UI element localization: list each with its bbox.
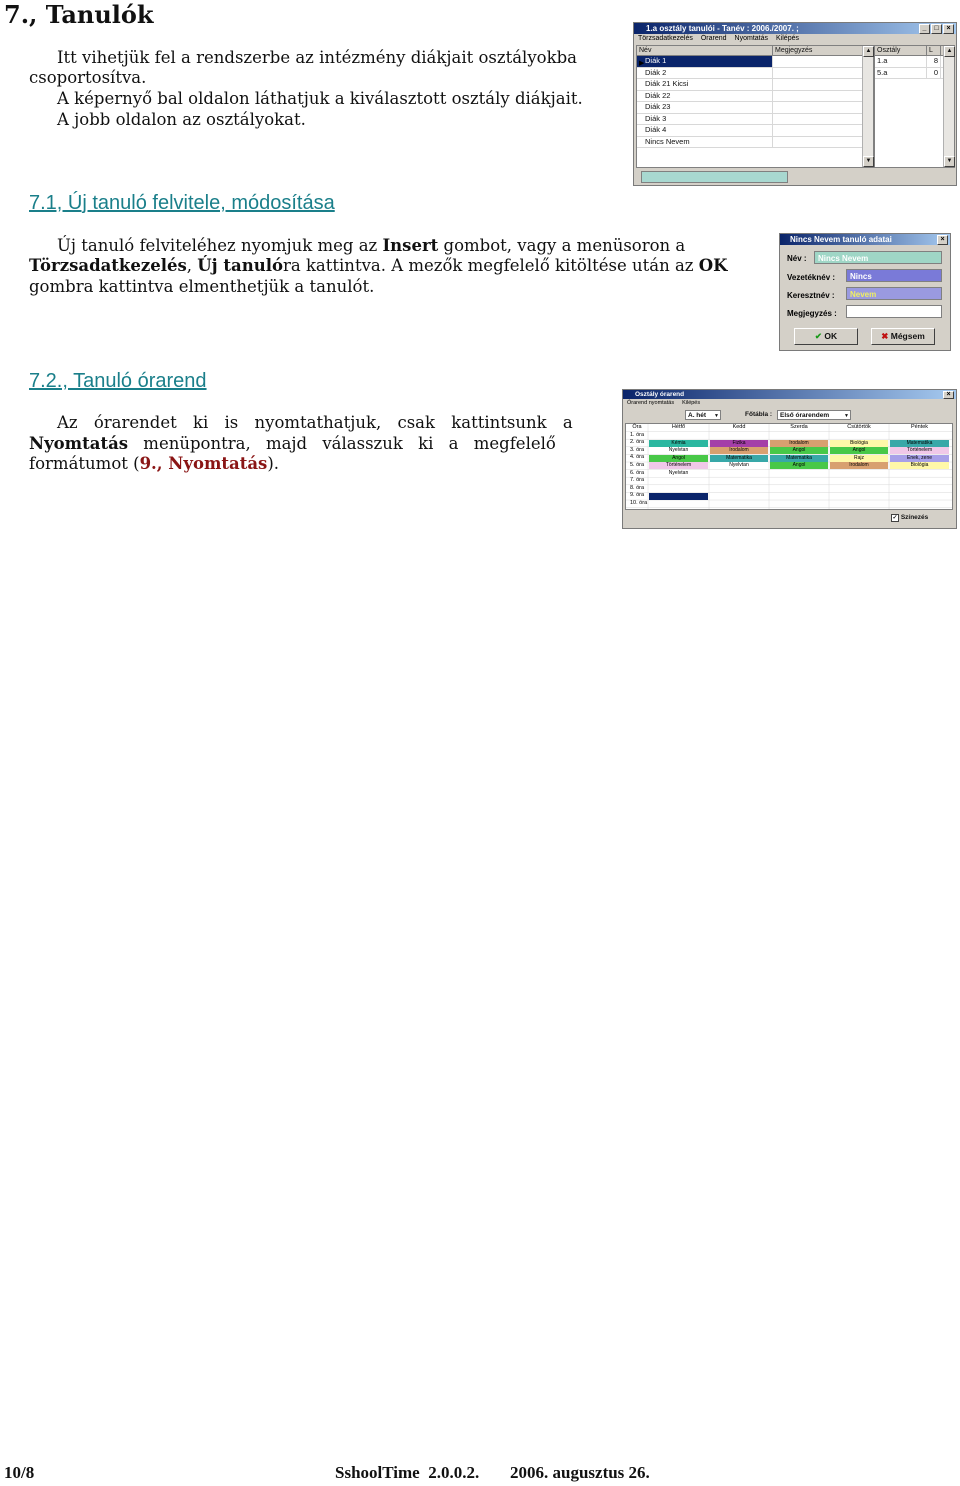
- lesson-cell[interactable]: [649, 500, 708, 507]
- text: menüpontra, majd válasszuk ki a megfelelő: [128, 434, 556, 453]
- lesson-cell[interactable]: Matematika: [710, 455, 768, 462]
- hour-label: 8. óra: [630, 484, 645, 491]
- lesson-cell[interactable]: Angol: [770, 447, 828, 454]
- lesson-cell[interactable]: [710, 432, 768, 439]
- lesson-cell[interactable]: [710, 485, 768, 492]
- hour-label: 1. óra: [630, 431, 645, 438]
- note-label: Megjegyzés :: [787, 309, 837, 318]
- lesson-cell[interactable]: [890, 485, 949, 492]
- column-header-class[interactable]: Osztály: [875, 46, 927, 55]
- table-row[interactable]: [637, 125, 873, 137]
- close-icon[interactable]: ×: [943, 391, 954, 399]
- student-dialog: [779, 233, 951, 351]
- menu-item[interactable]: Órarend: [700, 35, 727, 42]
- hour-label: 9. óra: [630, 492, 645, 499]
- lesson-cell[interactable]: Nyelvtan: [649, 447, 708, 454]
- class-count: 0: [927, 68, 941, 79]
- column-header-name[interactable]: Név: [637, 46, 773, 55]
- footer-date: 2006. augusztus 26.: [510, 1463, 650, 1482]
- grid-header: [637, 46, 873, 56]
- lesson-cell[interactable]: Biológia: [890, 462, 949, 469]
- lesson-cell[interactable]: [890, 500, 949, 507]
- section-7-1-line-3: gombra kattintva elmenthetjük a tanulót.: [29, 277, 375, 296]
- lesson-cell[interactable]: [649, 478, 708, 485]
- section-7-2-title: 7.2., Tanuló órarend: [29, 370, 207, 392]
- timetable-menubar: [623, 399, 956, 407]
- text: ).: [267, 454, 280, 473]
- cancel-button[interactable]: [871, 328, 935, 345]
- student-name: Diák 2: [637, 68, 773, 79]
- lesson-cell[interactable]: Történelem: [649, 462, 708, 469]
- cross-icon: ✖: [881, 331, 889, 341]
- lesson-cell[interactable]: Fizika: [710, 440, 768, 447]
- table-row[interactable]: [637, 79, 873, 91]
- section-7-1-line-2: [29, 256, 727, 277]
- board-label: Főtábla :: [745, 411, 773, 418]
- hour-label: 3. óra: [630, 446, 645, 453]
- lesson-cell[interactable]: Ének, zene: [890, 455, 949, 462]
- print-keyword: Nyomtatás: [29, 434, 129, 453]
- color-checkbox-label: Színezés: [900, 514, 929, 521]
- student-note: [773, 68, 863, 79]
- lesson-cell[interactable]: [830, 432, 888, 439]
- cancel-label: Mégsem: [890, 331, 925, 341]
- text: gombot, vagy a menüsoron a: [438, 236, 686, 255]
- table-row[interactable]: [637, 56, 873, 68]
- students-grid: [636, 45, 874, 168]
- lesson-cell[interactable]: Nyelvtan: [710, 462, 768, 469]
- student-note: [773, 137, 863, 148]
- students-scrollbar[interactable]: [862, 46, 873, 167]
- lesson-cell[interactable]: [770, 432, 828, 439]
- last-name-label: Vezetéknév :: [787, 273, 836, 282]
- window-controls: [937, 235, 948, 245]
- section-7-2-line-3: [29, 454, 279, 475]
- board-select[interactable]: [777, 410, 851, 420]
- day-header: Péntek: [910, 424, 929, 430]
- week-value: A. hét: [688, 412, 707, 419]
- lesson-cell[interactable]: [649, 493, 708, 500]
- close-icon[interactable]: ×: [937, 235, 948, 245]
- intro-line-2: csoportosítva.: [29, 68, 147, 87]
- intro-line-4: A jobb oldalon az osztályokat.: [57, 110, 306, 129]
- hour-label: 2. óra: [630, 439, 645, 446]
- lesson-cell[interactable]: [890, 432, 949, 439]
- lesson-cell[interactable]: [770, 500, 828, 507]
- day-header: Csütörtök: [847, 424, 871, 430]
- lesson-cell[interactable]: [890, 493, 949, 500]
- lesson-cell[interactable]: [830, 470, 888, 477]
- scroll-up-icon[interactable]: ▲: [863, 46, 874, 57]
- footer-page-number: 10/8: [4, 1463, 35, 1482]
- student-name: Diák 1: [637, 56, 773, 67]
- lesson-cell[interactable]: Irodalom: [830, 462, 888, 469]
- column-header-count[interactable]: L: [927, 46, 941, 55]
- lesson-cell[interactable]: Biológia: [830, 440, 888, 447]
- check-icon: ✔: [814, 331, 822, 341]
- lesson-cell[interactable]: Angol: [830, 447, 888, 454]
- week-select[interactable]: [685, 410, 721, 420]
- lesson-cell[interactable]: [649, 485, 708, 492]
- section-7-2-line-2: [29, 434, 556, 455]
- section-7-2-line-1: Az órarendet ki is nyomtathatjuk, csak kattintsunk a: [57, 413, 573, 432]
- column-header-note[interactable]: Megjegyzés: [773, 46, 863, 55]
- page-heading: 7., Tanulók: [4, 0, 154, 29]
- lesson-cell[interactable]: [710, 500, 768, 507]
- intro-line-3: A képernyő bal oldalon láthatjuk a kiválasztott osztály diákjait.: [57, 89, 583, 108]
- student-name: Diák 21 Kicsi: [637, 79, 773, 90]
- table-row[interactable]: [637, 68, 873, 80]
- text: ,: [186, 256, 198, 275]
- student-note: [773, 91, 863, 102]
- menu-item[interactable]: Órarend nyomtatás: [627, 400, 675, 406]
- timetable-window: [622, 389, 957, 529]
- lesson-cell[interactable]: [710, 470, 768, 477]
- first-name-label: Keresztnév :: [787, 291, 835, 300]
- day-header: Szerda: [790, 424, 808, 430]
- student-name: Diák 22: [637, 91, 773, 102]
- window-controls: [919, 24, 954, 34]
- lesson-cell[interactable]: Kémia: [649, 440, 708, 447]
- menu-item[interactable]: Törzsadatkezelés: [638, 35, 693, 42]
- note-field[interactable]: [846, 305, 942, 318]
- ok-keyword: OK: [698, 256, 728, 275]
- cross-reference-link[interactable]: 9., Nyomtatás: [139, 454, 268, 473]
- text: formátumot (: [29, 454, 140, 473]
- hour-label: 4. óra: [630, 454, 645, 461]
- section-7-1-title: 7.1, Új tanuló felvitele, módosítása: [29, 192, 335, 214]
- section-7-1-line-1: [57, 236, 762, 257]
- menu-item[interactable]: Nyomtatás: [734, 35, 769, 42]
- menubar: [634, 34, 956, 44]
- status-panel: [641, 171, 788, 183]
- timetable-titlebar: [623, 390, 956, 399]
- day-header: Kedd: [732, 424, 746, 430]
- hour-label: 5. óra: [630, 462, 645, 468]
- lesson-cell[interactable]: [830, 478, 888, 485]
- lesson-cell[interactable]: [830, 485, 888, 492]
- name-label: Név :: [787, 254, 807, 263]
- class-name: 1.a: [875, 56, 927, 67]
- text: Új tanuló felviteléhez nyomjuk meg az: [57, 236, 383, 255]
- day-header: Óra: [632, 424, 642, 430]
- intro-line-1: Itt vihetjük fel a rendszerbe az intézmény diákjait osztályokba: [57, 48, 577, 67]
- footer-product: SshoolTime 2.0.0.2.: [335, 1463, 480, 1482]
- lesson-cell[interactable]: Történelem: [890, 447, 949, 454]
- window-title: 1.a osztály tanulói - Tanév : 2006./2007. ;: [646, 24, 799, 33]
- checkbox-icon: ✓: [892, 515, 898, 521]
- student-name: Diák 4: [637, 125, 773, 136]
- day-header: Hétfő: [671, 424, 686, 430]
- student-note: [773, 114, 863, 125]
- last-name-field[interactable]: Nincs: [846, 269, 942, 282]
- scroll-down-icon[interactable]: ▼: [863, 156, 874, 167]
- student-note: [773, 125, 863, 136]
- classes-scrollbar[interactable]: [943, 46, 954, 167]
- timetable-grid: [625, 423, 953, 510]
- table-row[interactable]: [637, 114, 873, 126]
- ok-label: OK: [824, 331, 838, 341]
- chevron-down-icon: ▼: [844, 413, 849, 419]
- window-titlebar: [634, 23, 956, 34]
- hour-label: 10. óra: [630, 500, 648, 506]
- minimize-icon[interactable]: _: [919, 24, 930, 34]
- lesson-cell[interactable]: [830, 493, 888, 500]
- student-name: Diák 23: [637, 102, 773, 113]
- board-value: Első órarendem: [780, 412, 830, 419]
- lesson-cell[interactable]: [649, 432, 708, 439]
- table-row[interactable]: [637, 91, 873, 103]
- lesson-cell[interactable]: [710, 493, 768, 500]
- student-name: Diák 3: [637, 114, 773, 125]
- lesson-cell[interactable]: Matematika: [890, 440, 949, 447]
- class-name: 5.a: [875, 68, 927, 79]
- window-controls: [943, 391, 954, 399]
- scroll-up-icon[interactable]: ▲: [944, 46, 955, 57]
- lesson-cell[interactable]: Irodalom: [770, 440, 828, 447]
- table-row[interactable]: [637, 102, 873, 114]
- status-bar: [634, 168, 956, 185]
- text: ra kattintva. A mezők megfelelő kitöltése után az: [282, 256, 699, 275]
- insert-keyword: Insert: [382, 236, 439, 255]
- lesson-cell[interactable]: Angol: [649, 455, 708, 462]
- class-count: 8: [927, 56, 941, 67]
- dialog-titlebar: [780, 234, 950, 245]
- lesson-cell[interactable]: [770, 493, 828, 500]
- lesson-cell[interactable]: [770, 485, 828, 492]
- chevron-down-icon: ▼: [714, 413, 719, 419]
- lesson-cell[interactable]: [770, 470, 828, 477]
- lesson-cell[interactable]: [710, 478, 768, 485]
- classes-grid: [874, 45, 955, 168]
- student-note: [773, 79, 863, 90]
- name-field[interactable]: Nincs Nevem: [814, 251, 942, 264]
- lesson-cell[interactable]: Matematika: [770, 455, 828, 462]
- lesson-cell[interactable]: [890, 478, 949, 485]
- menu-item[interactable]: Kilépés: [776, 35, 799, 42]
- ok-button[interactable]: [794, 328, 858, 345]
- close-icon[interactable]: ×: [943, 24, 954, 34]
- menu-item-keyword: Új tanuló: [197, 256, 283, 275]
- hour-label: 7. óra: [630, 477, 645, 484]
- lesson-cell[interactable]: [890, 470, 949, 477]
- student-note: [773, 102, 863, 113]
- student-name: Nincs Nevem: [637, 137, 773, 148]
- lesson-cell[interactable]: Angol: [770, 462, 828, 469]
- table-row[interactable]: [637, 137, 873, 149]
- lesson-cell[interactable]: [770, 478, 828, 485]
- row-pointer-icon: ▶: [639, 60, 645, 67]
- scroll-down-icon[interactable]: ▼: [944, 156, 955, 167]
- students-window: [633, 22, 957, 186]
- dialog-title: Nincs Nevem tanuló adatai: [790, 235, 892, 244]
- menu-keyword: Törzsadatkezelés: [29, 256, 187, 275]
- lesson-cell[interactable]: Rajz: [830, 455, 888, 462]
- student-note: [773, 56, 863, 67]
- timetable-title: Osztály órarend: [635, 391, 685, 398]
- lesson-cell[interactable]: Irodalom: [710, 447, 768, 454]
- lesson-cell[interactable]: [830, 500, 888, 507]
- first-name-field[interactable]: Nevem: [846, 287, 942, 300]
- menu-item[interactable]: Kilépés: [682, 400, 701, 406]
- lesson-cell[interactable]: Nyelvtan: [649, 470, 708, 477]
- color-checkbox[interactable]: [891, 514, 928, 522]
- maximize-icon[interactable]: □: [931, 24, 942, 34]
- hour-label: 6. óra: [630, 469, 645, 476]
